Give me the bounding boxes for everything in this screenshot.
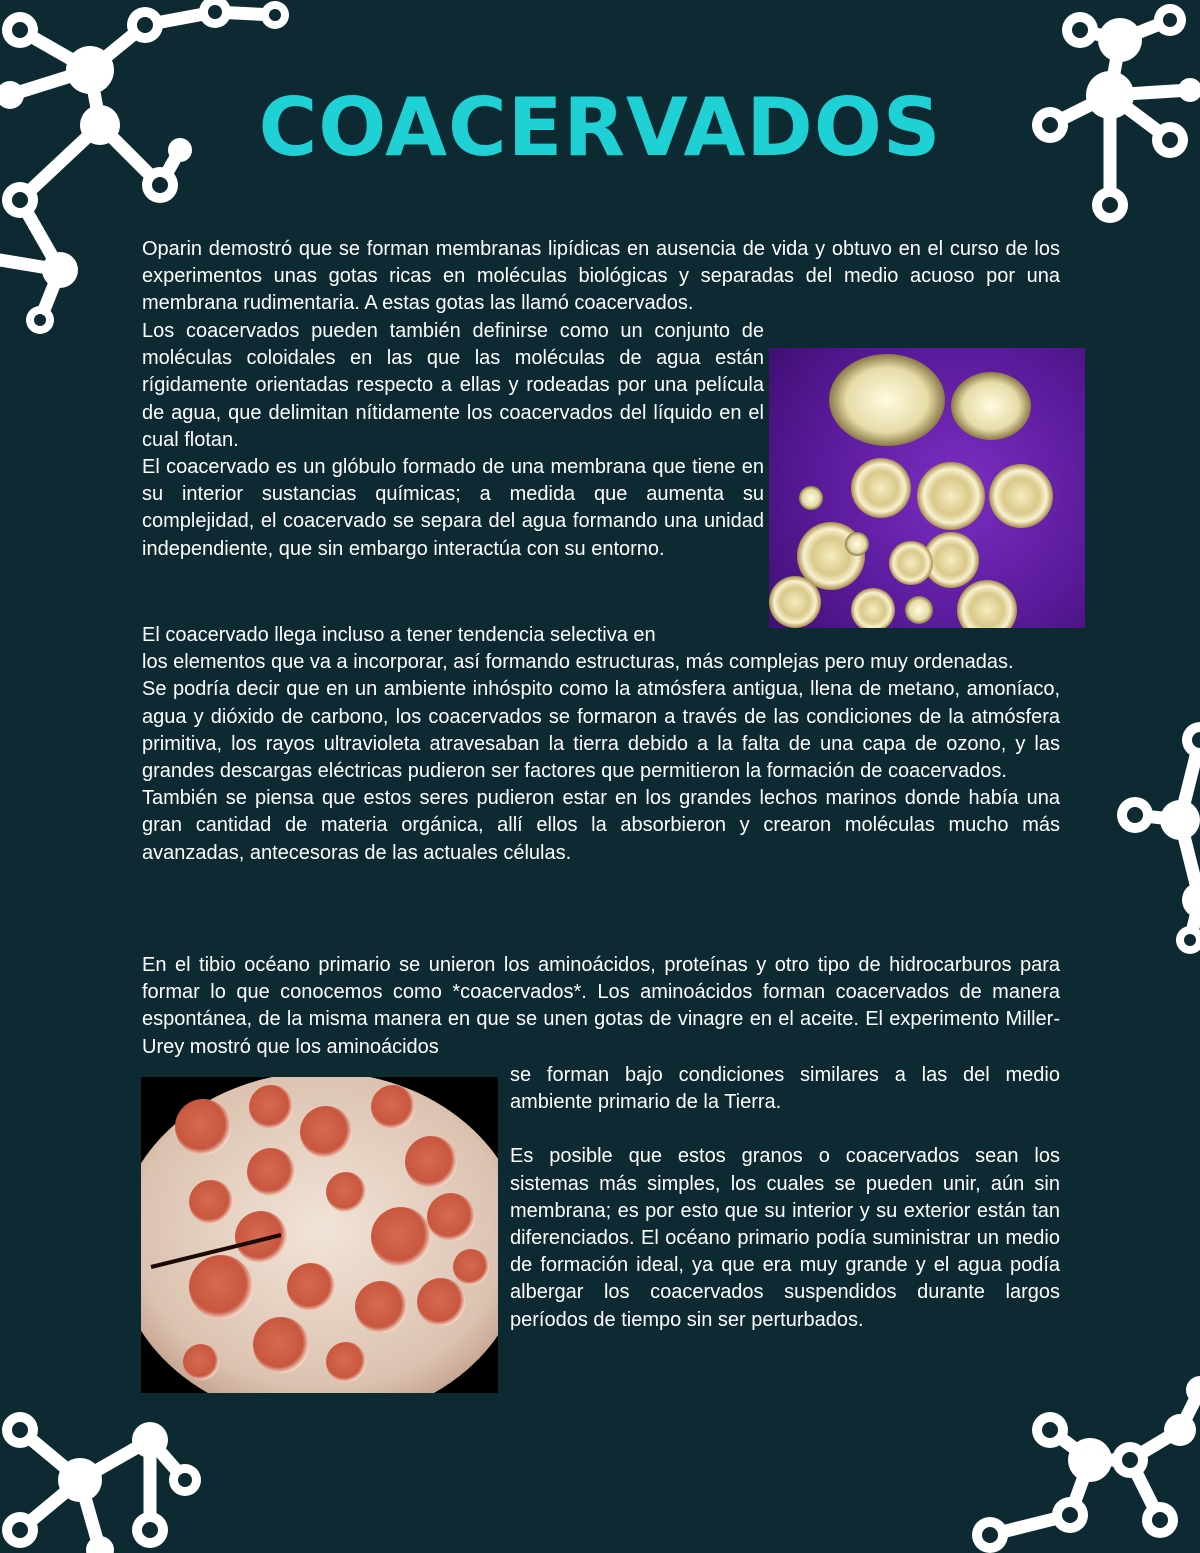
intro-paragraph	[142, 236, 1060, 318]
paragraph-ocean: En el tibio océano primario se unieron los aminoácidos, proteínas y otro tipo de hidrocarburos para formar lo que conocemos como *coacervados*. Los aminoácidos forman coacervados de manera espontánea, de la misma manera en que se unen gotas de vinagre en el aceite. El experimento Miller-Urey mostró que los aminoácidos	[142, 954, 1060, 1058]
coacervate-micrograph-purple	[769, 348, 1085, 628]
definition-column	[142, 318, 764, 563]
molecule-decoration-bottom-right	[960, 1370, 1200, 1553]
ocean-section	[142, 952, 1060, 1061]
paragraph-oparin: Oparin demostró que se forman membranas lipídicas en ausencia de vida y obtuvo en el curso de los experimentos unas gotas ricas en moléculas biológicas y separadas del medio acuoso por una membrana rudimentaria. A estas gotas las llamó coacervados.	[142, 238, 1060, 315]
paragraph-selective-b: los elementos que va a incorporar, así formando estructuras, más complejas pero muy ordenadas.	[142, 651, 1014, 674]
paragraph-definition: Los coacervados pueden también definirse como un conjunto de moléculas coloidales en las que las moléculas de agua están rígidamente orientadas respecto a ellas y rodeadas por una película de agua, que delimitan nítidamente los coacervados del líquido en el cual flotan.	[142, 320, 764, 451]
paragraph-seabeds: También se piensa que estos seres pudieron estar en los grandes lechos marinos donde había una gran cantidad de materia orgánica, allí ellos la absorbieron y crearon moléculas mucho más avanzadas, antecesoras de las actuales células.	[142, 787, 1060, 864]
paragraph-miller-urey: se forman bajo condiciones similares a las del medio ambiente primario de la Tierra.	[510, 1064, 1060, 1114]
paragraph-grains: Es posible que estos granos o coacervados sean los sistemas más simples, los cuales se pueden unir, aún sin membrana; es por esto que su interior y su exterior están tan diferenciados. El océano primario podía suministrar un medio de formación ideal, ya que era muy grande y el agua podía albergar los coacervados suspendidos durante largos períodos de tiempo sin ser perturbados.	[510, 1145, 1060, 1331]
molecule-decoration-bottom-left	[0, 1400, 220, 1553]
selectivity-section	[142, 622, 1060, 867]
paragraph-selective-a: El coacervado llega incluso a tener tendencia selectiva en	[142, 624, 656, 646]
paragraph-globule: El coacervado es un glóbulo formado de una membrana que tiene en su interior sustancias químicas; a medida que aumenta su complejidad, el coacervado se separa del agua formando una unidad independiente, que sin embargo interactúa con su entorno.	[142, 456, 764, 560]
ocean-column	[510, 1062, 1060, 1334]
molecule-decoration-middle-right	[1100, 700, 1200, 960]
page-title: COACERVADOS	[258, 81, 942, 174]
paragraph-atmosphere: Se podría decir que en un ambiente inhóspito como la atmósfera antigua, llena de metano, amoníaco, agua y dióxido de carbono, los coacervados se formaron a través de las condiciones de la atmósfera primitiva, los rayos ultravioleta atravesaban la tierra debido a la falta de una capa de ozono, y las grandes descargas eléctricas pudieron ser factores que permitieron la formación de coacervados.	[142, 678, 1060, 783]
coacervate-micrograph-pink	[141, 1077, 498, 1393]
